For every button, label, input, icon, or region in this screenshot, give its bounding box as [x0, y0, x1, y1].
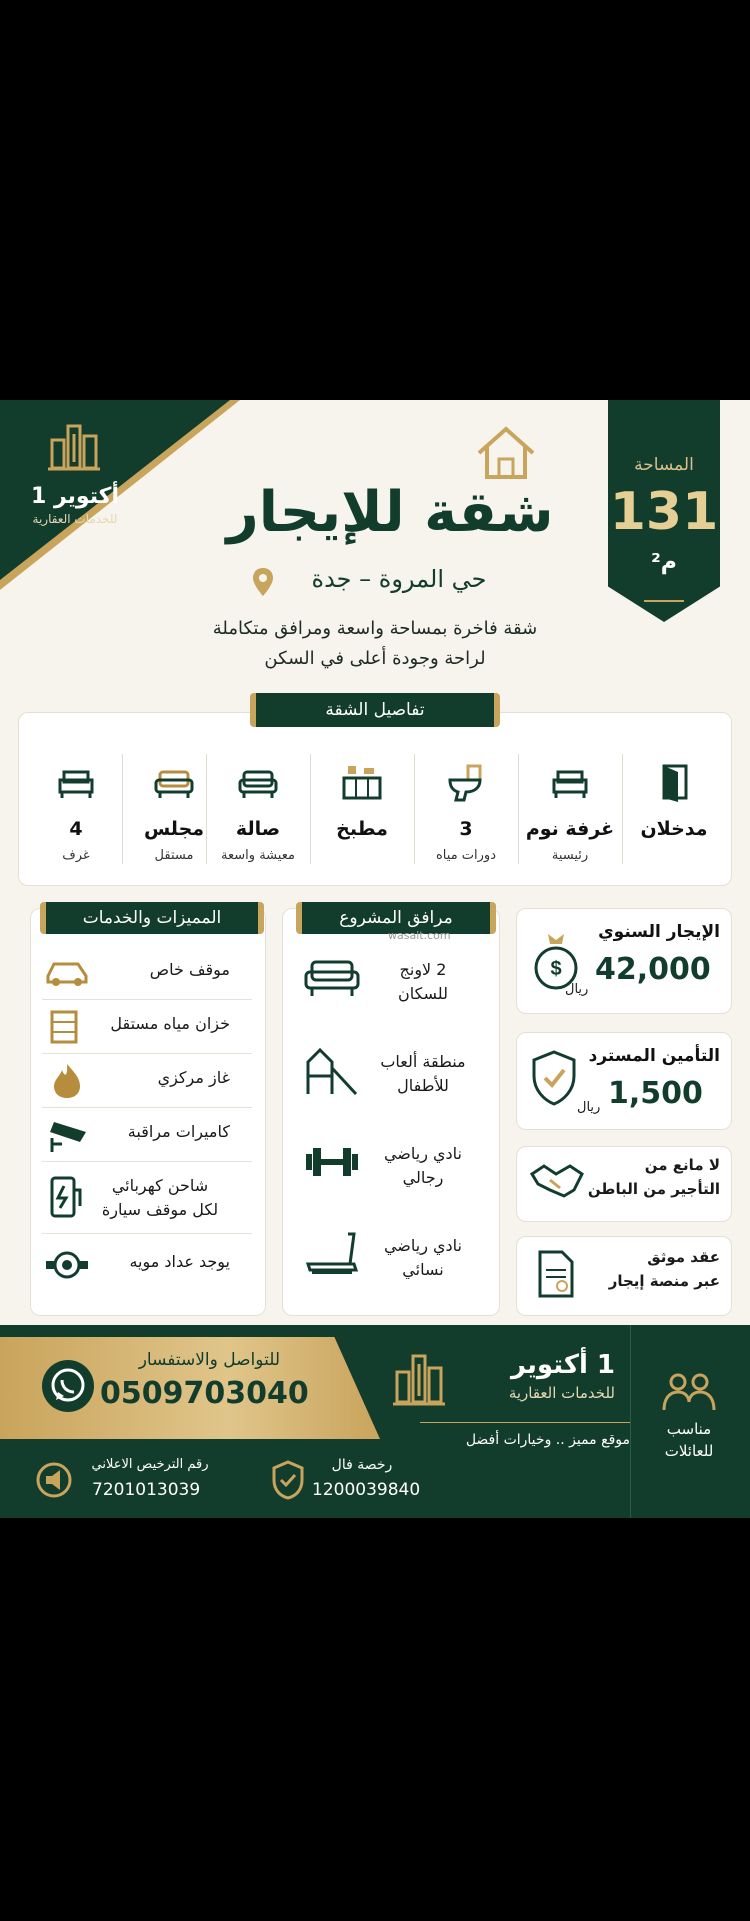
facility-line1: نادي رياضي [383, 1144, 463, 1163]
feature-line1: خزان مياه مستقل [110, 1014, 230, 1033]
brand-name: 1 أكتوير [30, 484, 120, 509]
facility-line2: للأطفال [397, 1076, 449, 1095]
footer-brand-subtitle: للخدمات العقارية [508, 1384, 615, 1402]
dumbbell-icon [304, 1142, 360, 1182]
water-tank-icon [48, 1008, 84, 1046]
handshake-icon [530, 1160, 584, 1200]
toilet-icon [446, 762, 486, 802]
feature-line1: موقف خاص [149, 960, 230, 979]
car-icon [44, 958, 90, 988]
sofa-icon [154, 762, 194, 802]
detail-sub: معيشة واسعة [221, 848, 295, 863]
treadmill-icon [304, 1230, 360, 1278]
rent-currency: ريال [565, 982, 589, 997]
contract-line2: عبر منصة إيجار [608, 1272, 720, 1290]
money-bag-icon [530, 930, 582, 992]
detail-kitchen [310, 736, 414, 874]
sublet-line2: التأجير من الباطن [587, 1180, 720, 1198]
ev-charger-icon [48, 1176, 86, 1220]
details-row [18, 736, 730, 876]
feature-line1: شاحن كهربائي [111, 1176, 209, 1195]
rent-value: 42,000 [595, 952, 711, 987]
contract-line1: عقد موثق [647, 1248, 720, 1266]
deposit-label: التأمين المسترد [588, 1046, 720, 1066]
sublet-line1: لا مانع من [644, 1156, 720, 1174]
detail-entrances [622, 736, 726, 874]
building-logo-icon [48, 422, 100, 472]
area-label: المساحة [634, 455, 694, 475]
fal-label: رخصة فال [331, 1457, 393, 1473]
deposit-value: 1,500 [608, 1076, 703, 1111]
description-line2: لراحة وجودة أعلى في السكن [264, 648, 486, 669]
detail-rooms [34, 736, 118, 874]
facility-item [282, 948, 498, 1036]
detail-sub: دورات مياه [436, 848, 496, 863]
facility-item [282, 1132, 498, 1220]
facility-item [282, 1040, 498, 1128]
facilities-title: مرافق المشروع [296, 902, 496, 934]
contact-phone[interactable]: 0509703040 [100, 1376, 309, 1411]
feature-line2: لكل موقف سيارة [101, 1200, 219, 1219]
camera-icon [44, 1118, 90, 1154]
detail-value: مدخلان [640, 818, 708, 840]
bed-icon [56, 762, 96, 802]
feature-item [30, 1054, 264, 1108]
detail-value: صالة [235, 818, 281, 840]
rent-label: الإيجار السنوي [598, 922, 720, 942]
sofa-icon [238, 762, 278, 802]
flame-icon [52, 1062, 82, 1100]
detail-value: مجلس [143, 818, 205, 840]
page-title: شقة للإيجار [226, 480, 554, 545]
deposit-currency: ريال [577, 1100, 601, 1115]
footer-divider [420, 1422, 630, 1423]
feature-item [30, 1162, 264, 1234]
details-title: تفاصيل الشقة [250, 693, 500, 727]
verified-badge-icon [270, 1460, 306, 1500]
listing-card [0, 400, 750, 1518]
building-logo-icon [393, 1352, 445, 1408]
facility-line2: نسائي [402, 1260, 444, 1279]
area-unit: م² [651, 550, 677, 575]
facility-line2: للسكان [398, 984, 448, 1003]
feature-item [30, 946, 264, 1000]
description-line1: شقة فاخرة بمساحة واسعة ومرافق متكاملة [212, 618, 538, 639]
facility-item [282, 1224, 498, 1312]
watermark: wasalt.com [388, 929, 451, 942]
lounge-icon [304, 956, 360, 1000]
detail-value: غرفة نوم [525, 818, 615, 840]
detail-value: 4 [69, 818, 83, 840]
family-line2: للعائلات [664, 1442, 714, 1460]
area-divider [644, 600, 684, 602]
facility-line1: 2 لاونج [399, 960, 447, 979]
detail-majlis [122, 736, 226, 874]
detail-value: 3 [459, 818, 473, 840]
kitchen-icon [342, 762, 382, 802]
shield-check-icon [530, 1050, 578, 1106]
footer-vertical-divider [630, 1325, 631, 1518]
document-icon [538, 1250, 574, 1298]
feature-item [30, 1000, 264, 1054]
megaphone-badge-icon [36, 1460, 72, 1500]
features-title: المميزات والخدمات [40, 902, 264, 934]
facility-line1: نادي رياضي [383, 1236, 463, 1255]
facility-line1: منطقة ألعاب [380, 1052, 466, 1071]
footer-brand-name: 1 أكتوير [510, 1350, 615, 1380]
house-icon [475, 425, 537, 481]
brand-subtitle: للخدمات العقارية [32, 512, 118, 526]
detail-sub: رئيسية [551, 848, 589, 863]
facility-line2: رجالي [402, 1168, 444, 1187]
location-text: حي المروة – جدة [311, 565, 487, 593]
family-line1: مناسب [666, 1420, 712, 1438]
feature-item [30, 1234, 264, 1298]
area-value: 131 [609, 482, 719, 542]
location-row [244, 565, 524, 599]
detail-value: مطبخ [336, 818, 388, 840]
fal-number: 1200039840 [312, 1480, 421, 1500]
feature-line1: غاز مركزي [157, 1068, 230, 1087]
door-icon [654, 762, 694, 802]
footer-tagline: موقع مميز .. وخيارات أفضل [465, 1432, 630, 1448]
feature-item [30, 1108, 264, 1162]
svg-text:$: $ [550, 958, 562, 980]
ad-license-label: رقم الترخيص الاعلاني [91, 1457, 209, 1472]
ad-license-number: 7201013039 [92, 1480, 201, 1500]
feature-line1: كاميرات مراقبة [127, 1122, 230, 1141]
contact-label: للتواصل والاستفسار [138, 1350, 280, 1370]
water-meter-icon [44, 1246, 90, 1284]
bed-icon [550, 762, 590, 802]
feature-line1: يوجد عداد مويه [129, 1252, 230, 1271]
whatsapp-icon[interactable] [40, 1358, 96, 1414]
playground-icon [304, 1046, 360, 1096]
family-icon [660, 1372, 718, 1412]
detail-master-bedroom [518, 736, 622, 874]
location-pin-icon [252, 567, 274, 597]
detail-bathrooms [414, 736, 518, 874]
detail-sub: غرف [62, 848, 90, 863]
detail-sub: مستقل [154, 848, 194, 863]
